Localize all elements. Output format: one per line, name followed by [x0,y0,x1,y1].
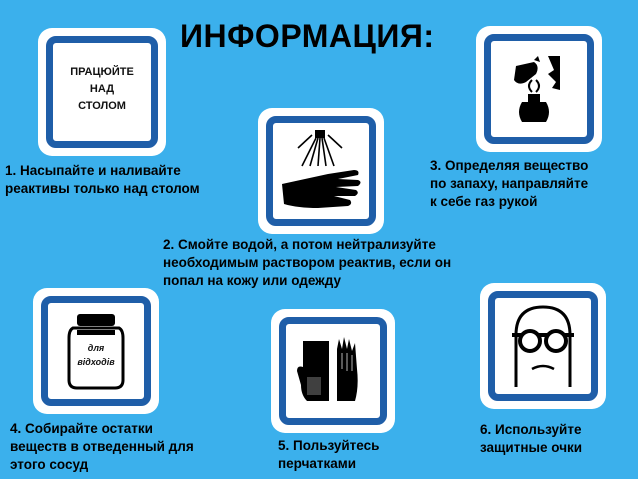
caption-4: 4. Собирайте остатки веществ в отведенный для этого сосуд [10,421,194,472]
sign-work-over-table [38,28,166,156]
caption-5: 5. Пользуйтесь перчатками [278,438,380,471]
gloves-icon [271,309,395,433]
sign-smell-fumes [476,26,602,152]
caption-6: 6. Используйте защитные очки [480,422,583,455]
table-sign-icon: ПРАЦЮЙТЕ НАД СТОЛОМ [70,66,134,113]
sign-rinse-water [258,108,384,234]
sign-waste-jar [33,288,159,414]
safety-goggles-icon [480,283,606,409]
waste-jar-label: для відходів [77,343,115,367]
page-title: ИНФОРМАЦИЯ: [180,18,435,54]
smell-fumes-icon [476,26,602,152]
water-rinse-hand-icon [258,108,384,234]
sign-goggles [480,283,606,409]
caption-3: 3. Определяя вещество по запаху, направляйте к себе газ рукой [430,158,589,209]
sign-gloves [271,309,395,433]
caption-2: 2. Смойте водой, а потом нейтрализуйте необходимым раствором реактив, если он попал на кожу или одежду [163,237,452,288]
caption-1: 1. Насыпайте и наливайте реактивы только над столом [5,163,200,196]
